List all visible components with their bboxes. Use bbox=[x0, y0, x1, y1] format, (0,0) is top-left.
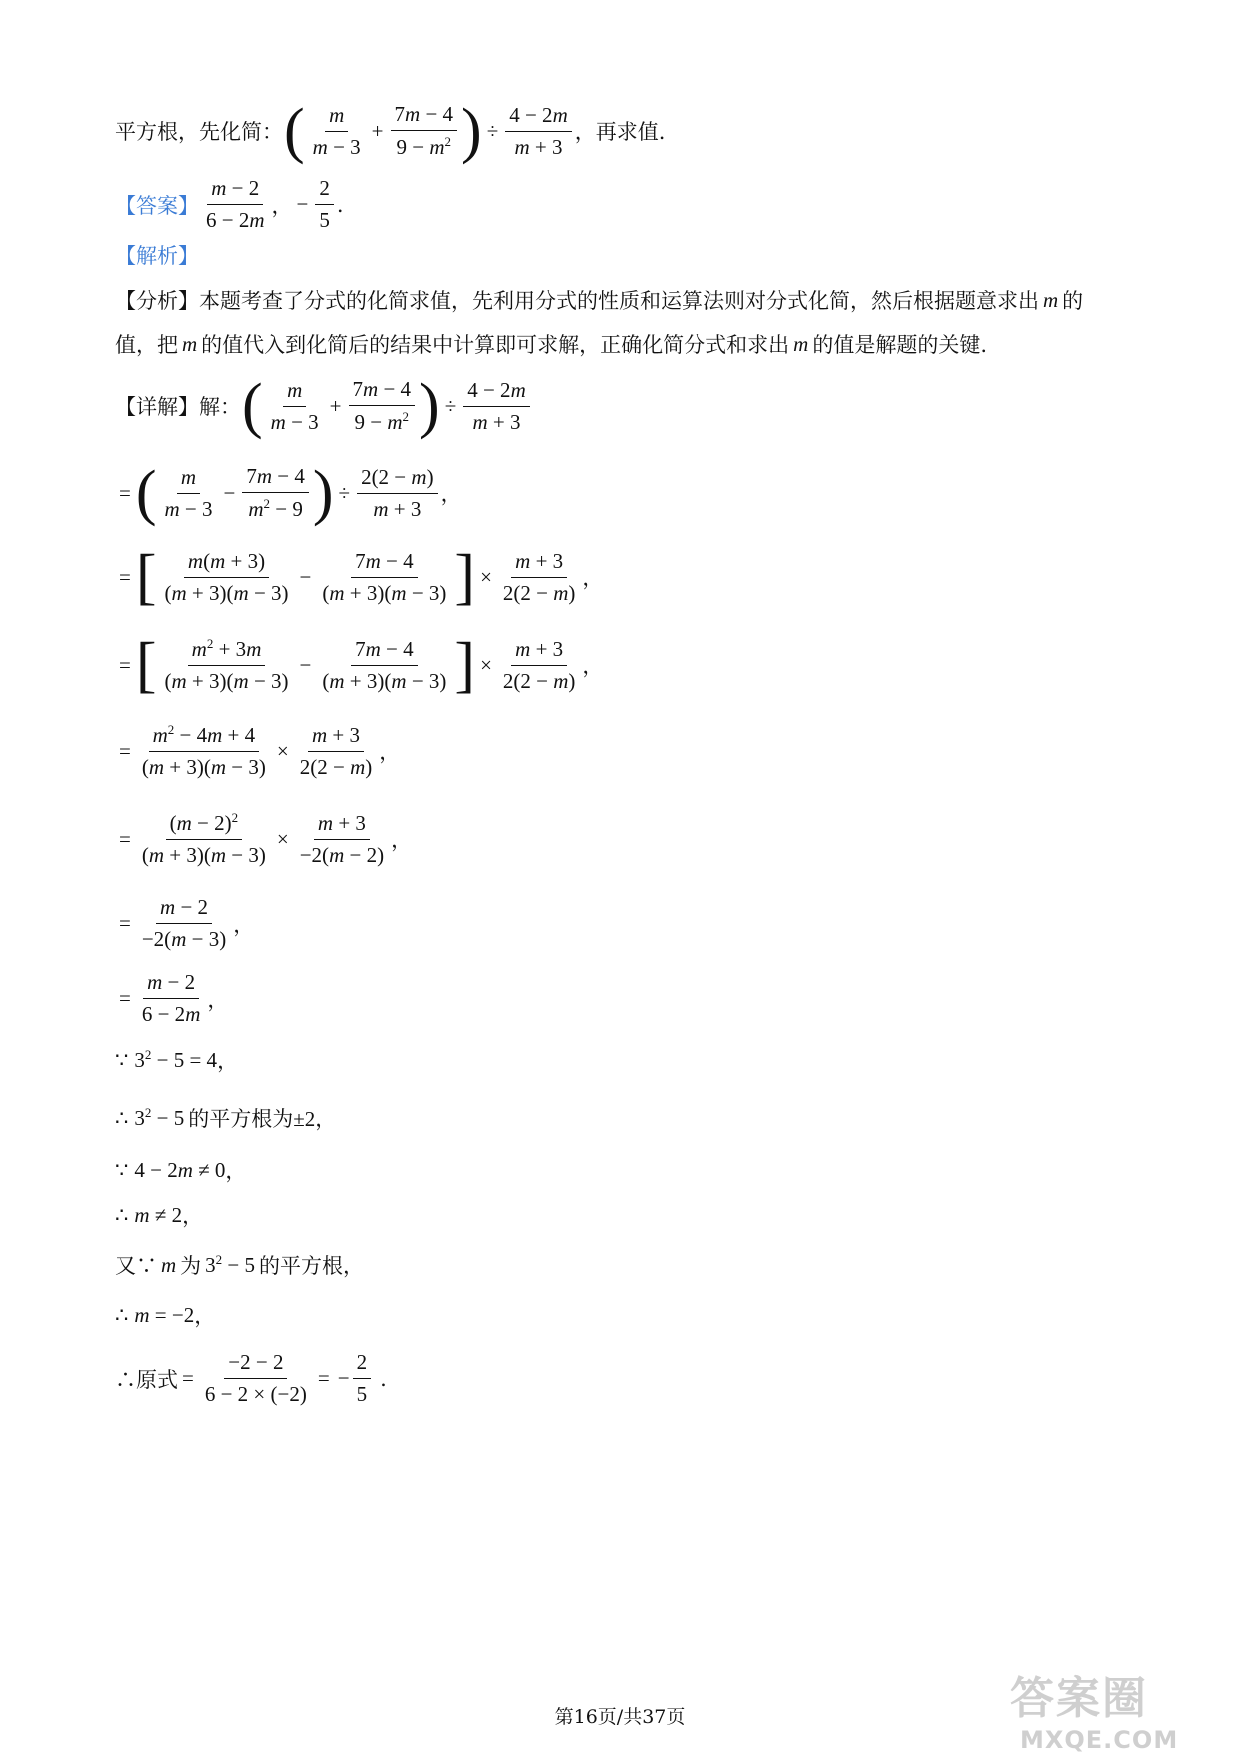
step-5: = $\frac{(m - 2)^2}{(m + 3)(m - 3)}$ × $\frac{m + 3}{-2(m - 2)}$ ， bbox=[119, 810, 413, 867]
because-line-2: ∵ 4 − 2m ≠ 0 ， bbox=[115, 1157, 247, 1183]
therefore-line-2: ∴ m ≠ 2 ， bbox=[115, 1202, 204, 1228]
step-1: = ( $\frac{m}{m - 3}$ − $\frac{7m - 4}{m^2 - 9}$ ) ÷ $\frac{2(2 - m)}{m + 3}$ ， bbox=[119, 459, 462, 527]
fenxi-tag: 【分析】 bbox=[115, 289, 199, 313]
fenxi-text-2c: 的值是解题的关键. bbox=[812, 333, 988, 357]
because-line-1: ∵ $3^2 - 5 = 4$ ， bbox=[115, 1047, 239, 1073]
fenxi-text-2a: 值，把 bbox=[115, 333, 178, 357]
step-3: = [ $\frac{m^2 + 3m}{(m + 3)(m - 3)}$ − $\frac{7m - 4}{(m + 3)(m - 3)}$ ] × $\frac{m + 3}{2(2 - m)}$ ， bbox=[119, 631, 604, 699]
analysis-tag: 【解析】 bbox=[115, 244, 199, 268]
again-line: 又∵ m 为 $3^2 - 5$ 的平方根， bbox=[115, 1252, 365, 1278]
fenxi-text-1-end: 的 bbox=[1062, 289, 1084, 313]
fenxi-line-2: 值，把 m 的值代入到化简后的结果中计算即可求解，正确化简分式和求出 m 的值是解题的关键. bbox=[115, 329, 987, 359]
therefore-line-3: ∴ m = −2 ， bbox=[115, 1302, 216, 1328]
fraction: $\frac{2}{5}$ bbox=[315, 176, 334, 233]
answer-line: 【答案】 $\frac{m - 2}{6 - 2m}$ ， − $\frac{2}{5}$ . bbox=[115, 176, 344, 232]
fenxi-text-2b: 的值代入到化简后的结果中计算即可求解，正确化简分式和求出 bbox=[201, 333, 790, 357]
step-7: = $\frac{m - 2}{6 - 2m}$ ， bbox=[119, 970, 229, 1026]
answer-sep: ， bbox=[271, 193, 293, 218]
intro-suffix: ，再求值. bbox=[574, 120, 666, 144]
intro-line: 平方根，先化简： ( $\frac{m}{m - 3}$ + $\frac{7m - 4}{9 - m^2}$ ) ÷ $\frac{4 - 2m}{m + 3}$ ，再求值. bbox=[115, 97, 666, 165]
fenxi-line-1: 【分析】 本题考查了分式的化简求值，先利用分式的性质和运算法则对分式化简，然后根据题意求出 m 的 bbox=[115, 285, 1083, 315]
answer-tag: 【答案】 bbox=[115, 193, 199, 218]
fenxi-text-1: 本题考查了分式的化简求值，先利用分式的性质和运算法则对分式化简，然后根据题意求出 bbox=[199, 289, 1039, 313]
fraction: $\frac{7m - 4}{9 - m^2}$ bbox=[391, 102, 458, 160]
analysis-line bbox=[115, 240, 199, 270]
fraction: $\frac{m - 2}{6 - 2m}$ bbox=[206, 176, 265, 232]
therefore-line-1: ∴ $3^2 - 5$ 的平方根为 ±2， bbox=[115, 1105, 337, 1131]
intro-prefix: 平方根，先化简： bbox=[115, 120, 283, 144]
xiangjie-line: 【详解】 解： ( $\frac{m}{m - 3}$ + $\frac{7m - 4}{9 - m^2}$ ) ÷ $\frac{4 - 2m}{m + 3}$ bbox=[115, 375, 533, 437]
watermark-logo: 答案圈 MXQE.COM bbox=[1010, 1673, 1179, 1754]
step-6: = $\frac{m - 2}{-2(m - 3)}$ ， bbox=[119, 895, 255, 951]
fraction: $\frac{m}{m - 3}$ bbox=[312, 102, 361, 159]
step-2: = [ $\frac{m(m + 3)}{(m + 3)(m - 3)}$ − $\frac{7m - 4}{(m + 3)(m - 3)}$ ] × $\frac{m + 3}{2(2 - m)}$ ， bbox=[119, 543, 604, 611]
xiangjie-intro: 解： bbox=[199, 395, 241, 419]
final-line: ∴原式 = $\frac{-2 - 2}{6 - 2 \times (-2)}$ = − $\frac{2}{5}$ . bbox=[115, 1350, 387, 1406]
step-4: = $\frac{m^2 - 4m + 4}{(m + 3)(m - 3)}$ × $\frac{m + 3}{2(2 - m)}$ ， bbox=[119, 722, 401, 779]
right-paren: ) bbox=[461, 97, 482, 165]
answer-end: . bbox=[336, 192, 344, 217]
fraction: $\frac{4 - 2m}{m + 3}$ bbox=[505, 103, 572, 160]
left-paren: ( bbox=[284, 97, 305, 165]
page-footer: 第16页/共37页 bbox=[554, 1706, 686, 1728]
xiangjie-tag: 【详解】 bbox=[115, 395, 199, 419]
